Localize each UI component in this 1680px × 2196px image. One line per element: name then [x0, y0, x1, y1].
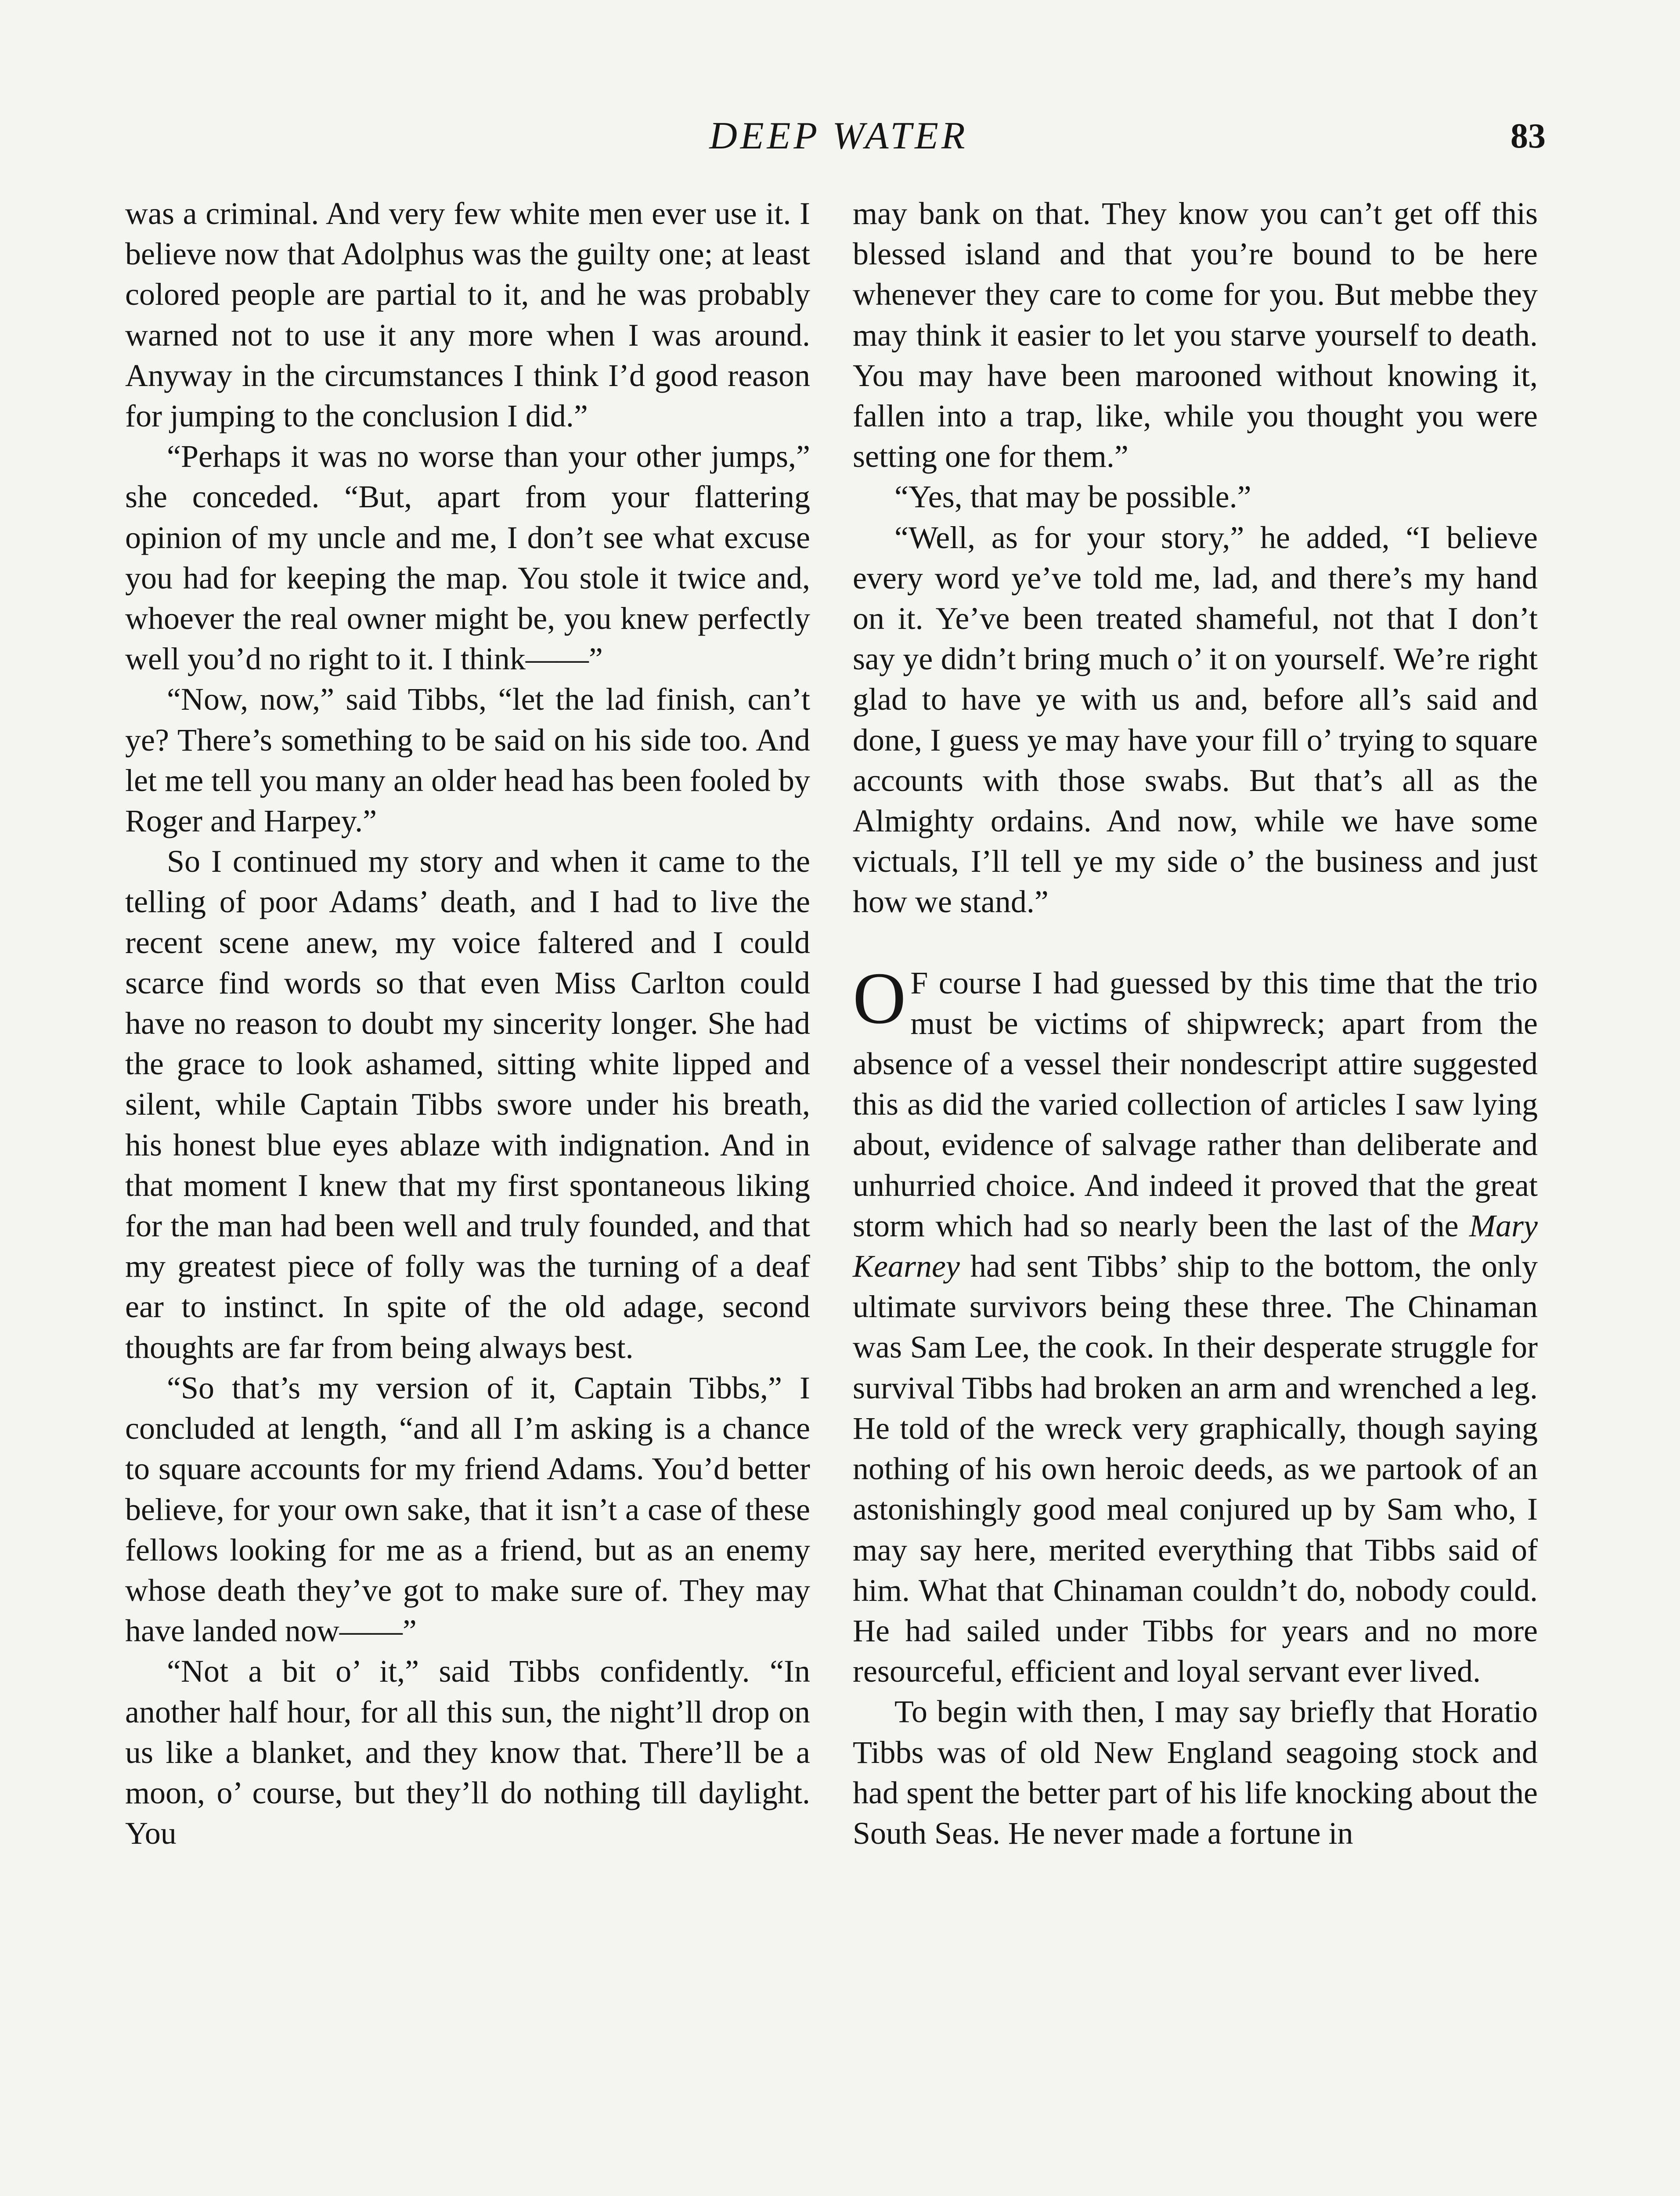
paragraph: “So that’s my version of it, Captain Tibbs,” I concluded at length, “and all I’m asking is a chance to square accounts for my friend Adams. You’d better believe, for your own sake, that it isn’t a case of these fellows looking for me as a friend, but as an enemy whose death they’ve got to make sure of. They may have landed now——”	[125, 1370, 810, 1649]
paragraph: So I continued my story and when it came to the telling of poor Adams’ death, and I had to live the recent scene anew, my voice faltered and I could scarce find words so that even Miss Carlton could have no reason to doubt my sincerity longer. She had the grace to look ashamed, sitting white lipped and silent, while Captain Tibbs swore under his breath, his honest blue eyes ablaze with indignation. And in that moment I knew that my first spontaneous liking for the man had been well and truly founded, and that my greatest piece of folly was the turning of a deaf ear to instinct. In spite of the old adage, second thoughts are far from being always best.	[125, 844, 810, 1365]
paragraph: “Well, as for your story,” he added, “I believe every word ye’ve told me, lad, and there’s my hand on it. Ye’ve been treated shameful, not that I don’t say ye didn’t bring much o’ it on yourself. We’re right glad to have ye with us and, before all’s said and done, I guess ye may have your fill o’ trying to square accounts with those swabs. But that’s all as the Almighty ordains. And now, while we have some victuals, I’ll tell ye my side o’ the business and just how we stand.”	[853, 520, 1538, 920]
section-opening-paragraph	[853, 957, 1538, 1692]
paragraph: was a criminal. And very few white men ever use it. I believe now that Adolphus was the guilty one; at least colored people are partial to it, and he was probably warned not to use it any more when I was around. Anyway in the circumstances I think I’d good reason for jumping to the conclusion I did.”	[125, 196, 810, 434]
right-column	[853, 193, 1538, 1853]
section-break	[853, 922, 1538, 963]
paragraph: To begin with then, I may say briefly that Horatio Tibbs was of old New England seagoing stock and had spent the better part of his life knocking about the South Seas. He never made a fortune in	[853, 1694, 1538, 1851]
ship-name: Mary Kearney	[853, 1208, 1538, 1284]
paragraph: may bank on that. They know you can’t get off this blessed island and that you’re bound to be here whenever they care to come for you. But mebbe they may think it easier to let you starve yourself to death. You may have been marooned without knowing it, fallen into a trap, like, while you thought you were setting one for them.”	[853, 196, 1538, 474]
paragraph-text: F course I had guessed by this time that the trio must be victims of shipwreck; apart from the absence of a vessel their nondescript attire suggested this as did the varied collection of articles I saw lying about, evidence of salvage rather than deliberate and unhurried choice. And indeed it proved that the great storm which had so nearly been the last of the	[853, 965, 1538, 1243]
paragraph: “Perhaps it was no worse than your other jumps,” she conceded. “But, apart from your flattering opinion of my uncle and me, I don’t see what excuse you had for keeping the map. You stole it twice and, whoever the real owner might be, you knew perfectly well you’d no right to it. I think——”	[125, 439, 810, 677]
paragraph: “Now, now,” said Tibbs, “let the lad finish, can’t ye? There’s something to be said on his side too. And let me tell you many an older head has been fooled by Roger and Harpey.”	[125, 682, 810, 839]
drop-cap: O	[853, 957, 906, 1039]
paragraph: “Yes, that may be possible.”	[894, 479, 1251, 515]
left-column	[125, 193, 810, 1853]
running-head-title: DEEP WATER	[709, 115, 968, 157]
page-number: 83	[1511, 117, 1546, 155]
paragraph: “Not a bit o’ it,” said Tibbs confidently. “In another half hour, for all this sun, the night’ll drop on us like a blanket, and they know that. There’ll be a moon, o’ course, but they’ll do nothing till daylight. You	[125, 1654, 810, 1851]
paragraph-text: had sent Tibbs’ ship to the bottom, the only ultimate survivors being these three. The Chinaman was Sam Lee, the cook. In their desperate struggle for survival Tibbs had broken an arm and wrenched a leg. He told of the wreck very graphically, though saying nothing of his own heroic deeds, as we partook of an astonishingly good meal conjured up by Sam who, I may say here, merited everything that Tibbs said of him. What that Chinaman couldn’t do, nobody could. He had sailed under Tibbs for years and no more resourceful, efficient and loyal servant ever lived.	[853, 1249, 1538, 1689]
